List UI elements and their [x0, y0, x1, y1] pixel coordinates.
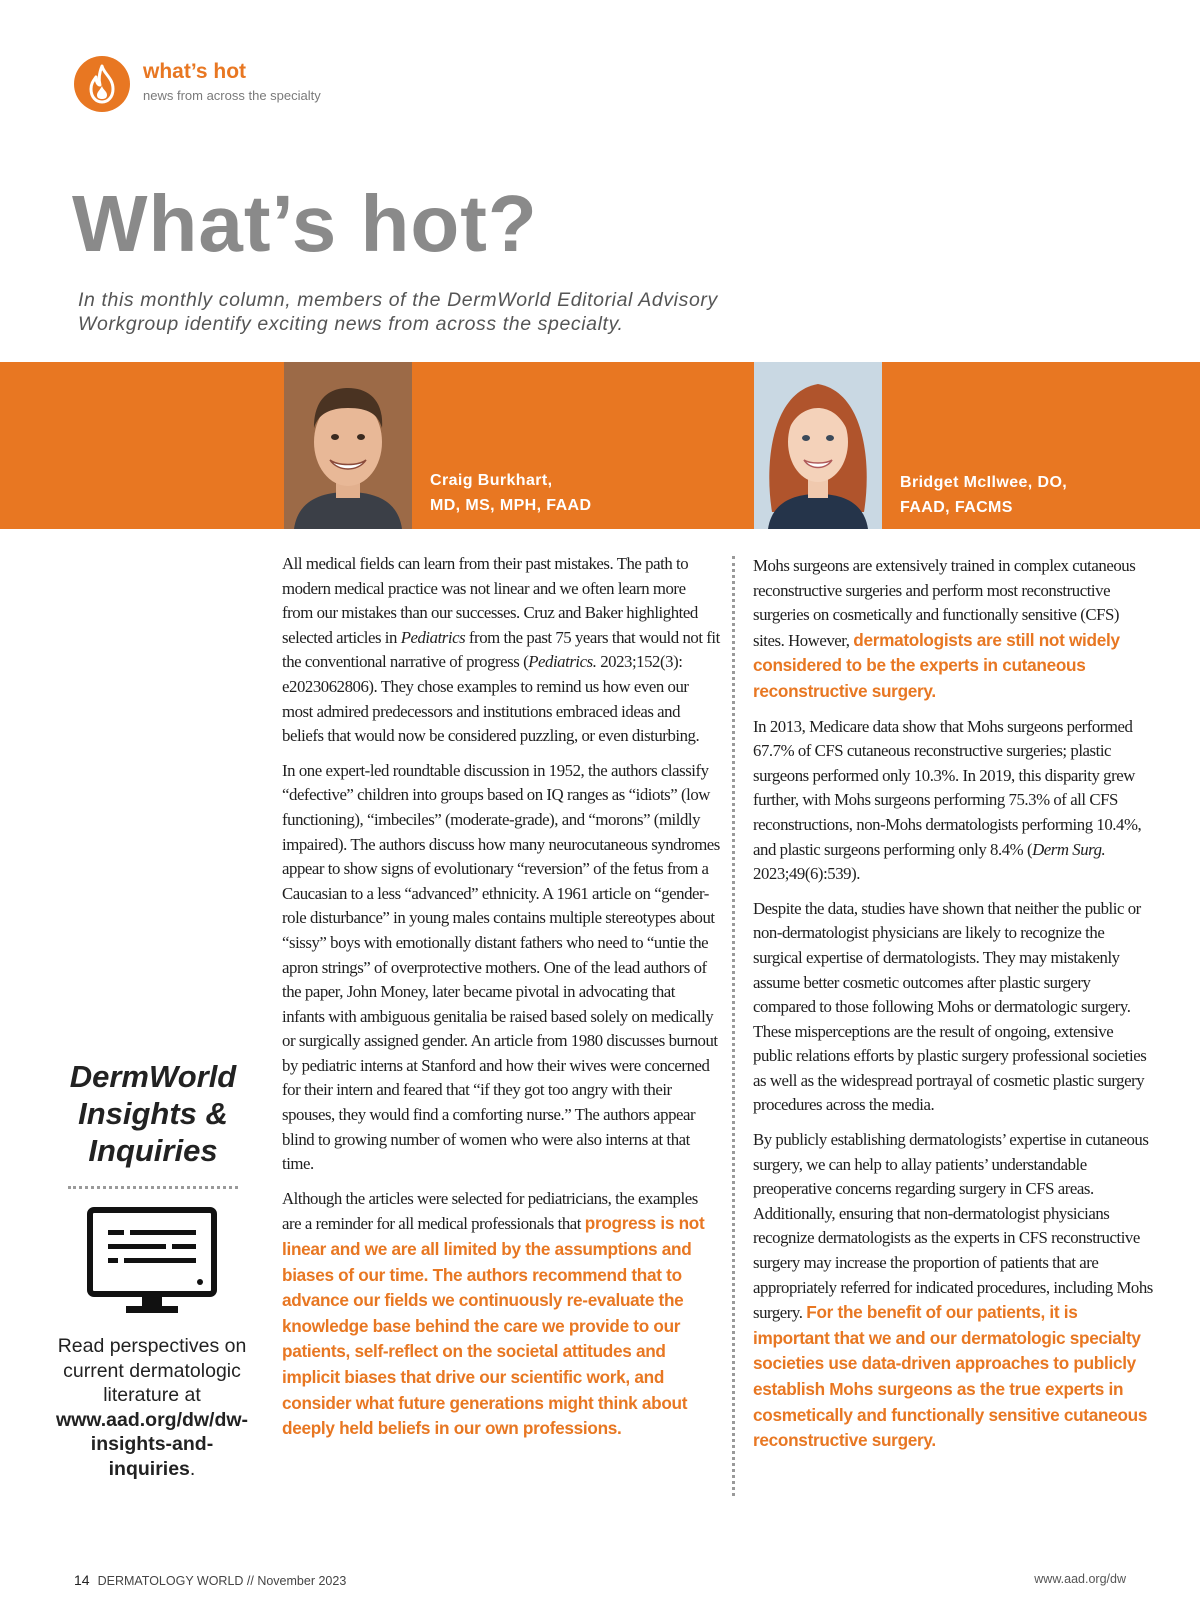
sidebar-title-line: Inquiries — [88, 1133, 218, 1168]
citation-journal: Pediatrics. — [528, 652, 597, 672]
paragraph: In one expert-led roundtable discussion in 1952, the authors classify “defective” children into groups based on IQ ranges as “idiots” (low functioning), “imbeciles” (moderate-grade), and “morons” (mildly impaired). The authors discuss how many neurocutaneous syndromes appear to show signs of evolutionary “reversion” of the fetus from a Caucasian to a less “advanced” ethnicity. A 1961 article on “gender-role disturbance” in young males contains multiple stereotypes about “sissy” boys with emotionally distant fathers who need to “untie the apron strings” of overprotective mothers. One of the lead authors of the paper, John Money, later became pivotal in advocating that infants with ambiguous genitalia be raised based solely on medically or surgically assigned gender. An article from 1980 discusses burnout by pediatric interns at Stanford and how their wives were concerned for their intern and feared that “if they got too angry with their spouses, they would find a comforting nurse.” The authors appear blind to growing number of women who were also interns at that time. — [282, 760, 720, 1174]
author-name — [900, 470, 1067, 520]
sidebar-divider — [68, 1186, 238, 1189]
footer-left — [74, 1572, 346, 1588]
paragraph — [282, 552, 720, 749]
paragraph — [282, 1187, 720, 1442]
author-photo — [284, 362, 412, 529]
text-run: Read perspectives on current dermatologic literature at — [57, 1335, 247, 1407]
sidebar-title-line: Insights & — [78, 1096, 228, 1131]
column-mcilwee — [753, 554, 1153, 1464]
sidebar-text — [52, 1334, 252, 1482]
journal-name: Pediatrics — [400, 627, 466, 647]
flame-icon — [85, 64, 119, 104]
citation-journal: Derm Surg. — [1032, 839, 1106, 859]
section-title: what’s hot — [143, 60, 247, 83]
highlight-text: dermatologists are still not widely considered to be the experts in cutaneous reconstructive surgery. — [753, 629, 1120, 701]
author-photo — [754, 362, 882, 529]
text-run: 2023;49(6):539). — [753, 864, 860, 884]
sidebar-title-line: DermWorld — [69, 1059, 237, 1094]
text-run: Although the articles were selected for pediatricians, the examples are a reminder for all medical professionals that — [282, 1188, 698, 1234]
paragraph — [753, 554, 1153, 705]
sidebar-title — [50, 1058, 256, 1169]
sidebar-link[interactable]: www.aad.org/dw/dw-insights-and-inquiries — [55, 1408, 249, 1480]
highlight-text: progress is not linear and we are all limited by the assumptions and biases of our time. The authors recommend that to advance our fields we continuously re-evaluate the knowledge base behind the care we provide to our patients, self-reflect on the societal attitudes and implicit biases that drive our scientific work, and consider what future generations might think about deeply held beliefs in our own professions. — [282, 1213, 705, 1439]
text-run: . — [189, 1457, 196, 1480]
text-run: In 2013, Medicare data show that Mohs surgeons performed 67.7% of CFS cutaneous reconstructive surgeries; plastic surgeons performed only 10.3%. In 2019, this disparity grew further, with Mohs surgeons performing 75.3% of all CFS reconstructions, non-Mohs dermatologists performing 10.4%, and plastic surgeons performing only 8.4% ( — [753, 716, 1142, 859]
text-run: 2023;152(3): e2023062806). They chose examples to remind us how even our most admired predecessors and institutions embraced ideas and beliefs that would now be considered puzzling, or even disturbing. — [282, 652, 700, 746]
publication-info: DERMATOLOGY WORLD // November 2023 — [97, 1574, 347, 1588]
text-run: from the past 75 years that would not fit the conventional narrative of progress ( — [282, 627, 720, 672]
highlight-text: For the benefit of our patients, it is important that we and our dermatologic specialty societies use data-driven approaches to publicly establish Mohs surgeons as the true experts in cosmetically and functionally sensitive cutaneous reconstructive surgery. — [753, 1302, 1148, 1451]
paragraph — [753, 715, 1153, 887]
footer-url[interactable]: www.aad.org/dw — [1034, 1572, 1126, 1586]
column-burkhart — [282, 552, 720, 1452]
page-title: What’s hot? — [72, 179, 538, 268]
monitor-icon — [86, 1206, 218, 1323]
author-credentials: FAAD, FACMS — [900, 499, 1013, 516]
text-run: By publicly establishing dermatologists’ expertise in cutaneous surgery, we can help to allay patients’ understandable preoperative concerns regarding surgery in CFS areas. Additionally, ensuring that non-dermatologist physicians recognize dermatologists as the experts in CFS reconstructive surgery may increase the proportion of patients that are appropriately referred for indicated procedures, including Mohs surgery. — [753, 1130, 1153, 1323]
intro-text: In this monthly column, members of the DermWorld Editorial Advisory Workgroup identify exciting news from across the specialty. — [78, 289, 718, 335]
author-credentials: MD, MS, MPH, FAAD — [430, 497, 592, 514]
author-name-line: Bridget McIlwee, DO, — [900, 474, 1068, 491]
column-divider — [732, 556, 735, 1496]
paragraph: Despite the data, studies have shown that neither the public or non-dermatologist physicians are likely to recognize the surgical expertise of dermatologists. They may mistakenly assume better cosmetic outcomes after plastic surgery compared to those following Mohs or dermatologic surgery. These misperceptions are the result of ongoing, extensive public relations efforts by plastic surgery professional societies as well as the widespread portrayal of cosmetic plastic surgery procedures across the media. — [753, 898, 1147, 1115]
section-subtitle: news from across the specialty — [143, 88, 321, 103]
paragraph — [753, 1128, 1153, 1454]
text-run: All medical fields can learn from their past mistakes. The path to modern medical practice was not linear and we often learn more from our mistakes than our successes. Cruz and Baker highlighted selected articles in — [282, 554, 698, 647]
page-number: 14 — [74, 1572, 90, 1588]
author-name-line: Craig Burkhart, — [430, 472, 553, 489]
author-name — [430, 468, 591, 518]
section-badge — [74, 56, 130, 112]
text-run: Mohs surgeons are extensively trained in complex cutaneous reconstructive surgeries and perform most reconstructive surgeries on cosmetically and functionally sensitive (CFS) sites. However, — [753, 556, 1136, 650]
